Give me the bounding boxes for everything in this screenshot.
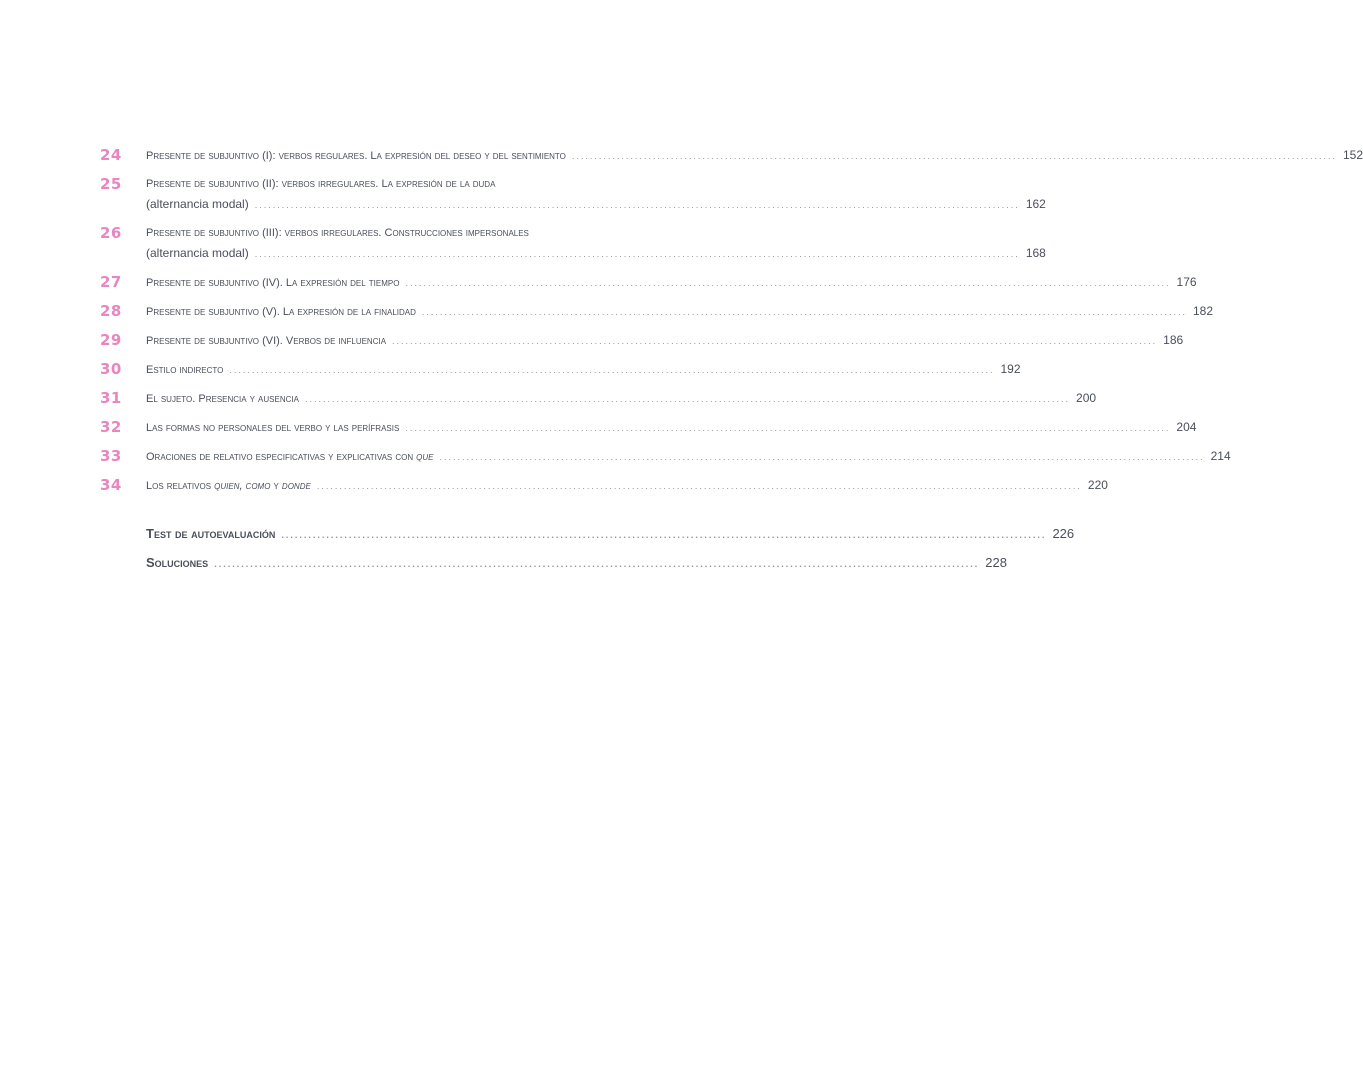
chapter-title: El sujeto. Presencia y ausencia: [146, 393, 299, 405]
chapter-title: Estilo indirecto: [146, 364, 224, 376]
page-number: 228: [985, 555, 1007, 570]
chapter-title: Presente de subjuntivo (VI). Verbos de influencia: [146, 335, 387, 347]
toc-entry-25[interactable]: [100, 174, 1046, 215]
section-title: Test de autoevaluación: [146, 526, 276, 541]
page-number: 168: [1025, 246, 1046, 260]
toc-entry-33[interactable]: [100, 446, 1231, 467]
leader-dots: [281, 521, 1046, 549]
leader-dots: [214, 550, 979, 578]
chapter-number: 34: [100, 476, 122, 494]
chapter-title: Presente de subjuntivo (II): verbos irregulares. La expresión de la duda: [146, 178, 496, 190]
chapter-number: 32: [100, 418, 122, 436]
chapter-title: Presente de subjuntivo (IV). La expresión del tiempo: [146, 277, 400, 289]
leader-dots: [305, 389, 1070, 409]
chapter-number: 31: [100, 389, 122, 407]
page-number: 186: [1163, 333, 1184, 347]
leader-dots: [317, 476, 1082, 496]
chapter-number: 27: [100, 273, 122, 291]
appendix-entries: [146, 520, 1075, 578]
toc-entry-24[interactable]: [100, 145, 1363, 166]
chapter-title-continuation: (alternancia modal): [146, 246, 249, 260]
toc-entry-30[interactable]: [100, 359, 1021, 380]
chapter-title: Presente de subjuntivo (I): verbos regulares. La expresión del deseo y del sentimiento: [146, 150, 566, 162]
toc-entry-34[interactable]: [100, 475, 1108, 496]
chapter-number: 33: [100, 447, 122, 465]
page-number: 204: [1176, 420, 1197, 434]
chapter-number: 25: [100, 175, 122, 193]
leader-dots: [405, 273, 1170, 293]
section-title: Soluciones: [146, 555, 209, 570]
page-number: 152: [1343, 148, 1363, 162]
toc-entry-26[interactable]: [100, 223, 1046, 264]
chapter-number: 26: [100, 224, 122, 242]
leader-dots: [440, 447, 1205, 467]
chapter-number: 28: [100, 302, 122, 320]
toc-entry-29[interactable]: [100, 330, 1184, 351]
toc-entry-31[interactable]: [100, 388, 1097, 409]
toc-entry-solutions[interactable]: [146, 549, 1007, 578]
page-number: 220: [1087, 478, 1108, 492]
leader-dots: [422, 302, 1187, 322]
chapter-title: Los relativos quien, como y donde: [146, 480, 311, 492]
chapter-title: Oraciones de relativo especificativas y explicativas con que: [146, 451, 434, 463]
page-number: 192: [1000, 362, 1021, 376]
chapter-title: Las formas no personales del verbo y las perífrasis: [146, 422, 400, 434]
toc-entry-test[interactable]: [146, 520, 1075, 549]
page-number: 162: [1025, 197, 1046, 211]
chapter-title: Presente de subjuntivo (V). La expresión de la finalidad: [146, 306, 416, 318]
leader-dots: [255, 244, 1020, 264]
chapter-number: 24: [100, 146, 122, 164]
chapter-title: Presente de subjuntivo (III): verbos irregulares. Construcciones impersonales: [146, 227, 529, 239]
table-of-contents: [100, 145, 1363, 504]
leader-dots: [405, 418, 1170, 438]
page-number: 226: [1052, 526, 1075, 541]
chapter-title-continuation: (alternancia modal): [146, 197, 249, 211]
page-number: 182: [1193, 304, 1214, 318]
page-number: 200: [1076, 391, 1097, 405]
leader-dots: [572, 146, 1337, 166]
leader-dots: [229, 360, 994, 380]
page-number: 214: [1210, 449, 1231, 463]
leader-dots: [392, 331, 1157, 351]
toc-entry-32[interactable]: [100, 417, 1197, 438]
chapter-number: 29: [100, 331, 122, 349]
page-number: 176: [1176, 275, 1197, 289]
toc-entry-28[interactable]: [100, 301, 1214, 322]
toc-entry-27[interactable]: [100, 272, 1197, 293]
leader-dots: [255, 195, 1020, 215]
chapter-number: 30: [100, 360, 122, 378]
